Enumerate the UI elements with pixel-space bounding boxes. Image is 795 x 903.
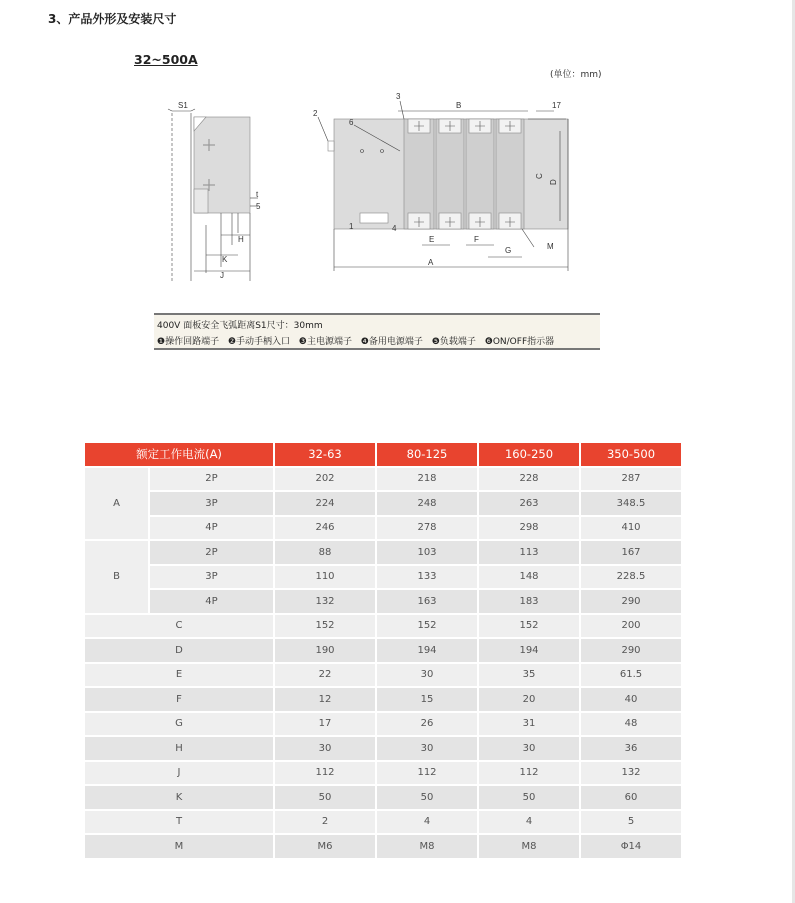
- table-row: [85, 786, 681, 809]
- table-cell: 218: [377, 468, 477, 491]
- table-cell: 152: [479, 615, 579, 638]
- table-cell: 30: [275, 737, 375, 760]
- table-cell: 61.5: [581, 664, 681, 687]
- table-cell: 278: [377, 517, 477, 540]
- notes-box: [154, 313, 600, 350]
- table-row: [85, 468, 681, 491]
- table-cell: 287: [581, 468, 681, 491]
- pole-label: 4P: [150, 517, 273, 540]
- table-cell: 167: [581, 541, 681, 564]
- table-cell: 290: [581, 590, 681, 613]
- table-row: [85, 590, 681, 613]
- header-col-4: 350-500: [581, 443, 681, 466]
- pole-label: 4P: [150, 590, 273, 613]
- label-c: C: [535, 173, 544, 179]
- table-row: [85, 688, 681, 711]
- legend-item-2: ❷手动手柄入口: [227, 337, 291, 347]
- table-cell: 36: [581, 737, 681, 760]
- table-cell: 132: [581, 762, 681, 785]
- table-row: [85, 762, 681, 785]
- row-label: F: [85, 688, 273, 711]
- row-label: T: [85, 811, 273, 834]
- table-cell: 15: [377, 688, 477, 711]
- table-cell: 163: [377, 590, 477, 613]
- table-cell: 2: [275, 811, 375, 834]
- table-cell: 26: [377, 713, 477, 736]
- label-a: A: [428, 258, 434, 267]
- table-cell: 248: [377, 492, 477, 515]
- table-row: [85, 811, 681, 834]
- group-label: A: [85, 468, 148, 540]
- row-label: G: [85, 713, 273, 736]
- label-s1: S1: [178, 101, 188, 110]
- row-label: H: [85, 737, 273, 760]
- label-t: t: [256, 190, 259, 199]
- range-title: 32~500A: [134, 52, 198, 67]
- table-cell: 17: [275, 713, 375, 736]
- table-cell: 4: [377, 811, 477, 834]
- table-cell: 112: [275, 762, 375, 785]
- table-row: [85, 517, 681, 540]
- table-cell: 50: [479, 786, 579, 809]
- legend-item-6: ❻ON/OFF指示器: [484, 337, 555, 347]
- table-cell: 12: [275, 688, 375, 711]
- table-cell: 200: [581, 615, 681, 638]
- table-cell: 410: [581, 517, 681, 540]
- legend-item-4: ❹备用电源端子: [360, 337, 423, 347]
- row-label: C: [85, 615, 273, 638]
- pole-label: 2P: [150, 541, 273, 564]
- table-cell: 152: [377, 615, 477, 638]
- header-col-1: 32-63: [275, 443, 375, 466]
- row-label: E: [85, 664, 273, 687]
- table-cell: 31: [479, 713, 579, 736]
- table-cell: 5: [581, 811, 681, 834]
- table-cell: 246: [275, 517, 375, 540]
- table-cell: 194: [479, 639, 579, 662]
- label-f: F: [474, 235, 479, 244]
- table-cell: 110: [275, 566, 375, 589]
- table-cell: 4: [479, 811, 579, 834]
- table-cell: 113: [479, 541, 579, 564]
- table-cell: 48: [581, 713, 681, 736]
- table-cell: 88: [275, 541, 375, 564]
- table-cell: 194: [377, 639, 477, 662]
- row-label: K: [85, 786, 273, 809]
- table-cell: 133: [377, 566, 477, 589]
- table-cell: 132: [275, 590, 375, 613]
- label-17: 17: [552, 101, 561, 110]
- table-cell: 348.5: [581, 492, 681, 515]
- label-6: 6: [349, 118, 354, 127]
- table-cell: 20: [479, 688, 579, 711]
- unit-note: (单位：mm): [550, 70, 602, 80]
- table-row: [85, 615, 681, 638]
- table-row: [85, 492, 681, 515]
- notes-legend: [157, 334, 560, 347]
- label-5: 5: [256, 202, 261, 211]
- row-label: J: [85, 762, 273, 785]
- label-b: B: [456, 101, 462, 110]
- label-m: M: [547, 242, 554, 251]
- table-cell: 112: [377, 762, 477, 785]
- label-h: H: [238, 235, 244, 244]
- group-label: B: [85, 541, 148, 613]
- notes-line1: 400V 面板安全飞弧距离S1尺寸：30mm: [157, 321, 323, 331]
- table-cell: 112: [479, 762, 579, 785]
- table-cell: M8: [479, 835, 579, 858]
- table-cell: 148: [479, 566, 579, 589]
- label-4: 4: [392, 224, 397, 233]
- label-1: 1: [349, 222, 354, 231]
- table-cell: 224: [275, 492, 375, 515]
- label-3: 3: [396, 92, 401, 101]
- table-cell: 298: [479, 517, 579, 540]
- table-cell: 40: [581, 688, 681, 711]
- table-cell: 50: [275, 786, 375, 809]
- table-row: [85, 541, 681, 564]
- table-cell: 30: [377, 737, 477, 760]
- table-row: [85, 835, 681, 858]
- table-row: [85, 639, 681, 662]
- row-label: D: [85, 639, 273, 662]
- header-rated-current: 额定工作电流(A): [85, 443, 273, 466]
- table-cell: 22: [275, 664, 375, 687]
- dimension-drawing: [150, 85, 590, 285]
- header-col-2: 80-125: [377, 443, 477, 466]
- table-row: [85, 664, 681, 687]
- legend-item-3: ❸主电源端子: [298, 337, 352, 347]
- legend-item-1: ❶操作回路端子: [157, 337, 220, 347]
- table-cell: 190: [275, 639, 375, 662]
- pole-label: 3P: [150, 566, 273, 589]
- table-row: [85, 737, 681, 760]
- legend-item-5: ❺负载端子: [431, 337, 476, 347]
- table-cell: 30: [479, 737, 579, 760]
- table-cell: M6: [275, 835, 375, 858]
- label-k: K: [222, 255, 228, 264]
- table-cell: 50: [377, 786, 477, 809]
- table-cell: 228.5: [581, 566, 681, 589]
- table-cell: M8: [377, 835, 477, 858]
- header-col-3: 160-250: [479, 443, 579, 466]
- table-cell: Φ14: [581, 835, 681, 858]
- pole-label: 2P: [150, 468, 273, 491]
- table-cell: 152: [275, 615, 375, 638]
- table-cell: 290: [581, 639, 681, 662]
- label-g: G: [505, 246, 512, 255]
- label-d: D: [549, 179, 558, 185]
- table-cell: 228: [479, 468, 579, 491]
- table-row: [85, 713, 681, 736]
- label-2: 2: [313, 109, 318, 118]
- pole-label: 3P: [150, 492, 273, 515]
- table-header-row: [85, 443, 681, 466]
- table-cell: 202: [275, 468, 375, 491]
- table-cell: 263: [479, 492, 579, 515]
- table-cell: 35: [479, 664, 579, 687]
- table-cell: 183: [479, 590, 579, 613]
- table-cell: 103: [377, 541, 477, 564]
- table-cell: 60: [581, 786, 681, 809]
- row-label: M: [85, 835, 273, 858]
- dimension-table: [83, 441, 683, 860]
- section-title: 3、产品外形及安装尺寸: [48, 12, 177, 26]
- table-cell: 30: [377, 664, 477, 687]
- label-j: J: [220, 271, 224, 280]
- label-e: E: [429, 235, 435, 244]
- table-row: [85, 566, 681, 589]
